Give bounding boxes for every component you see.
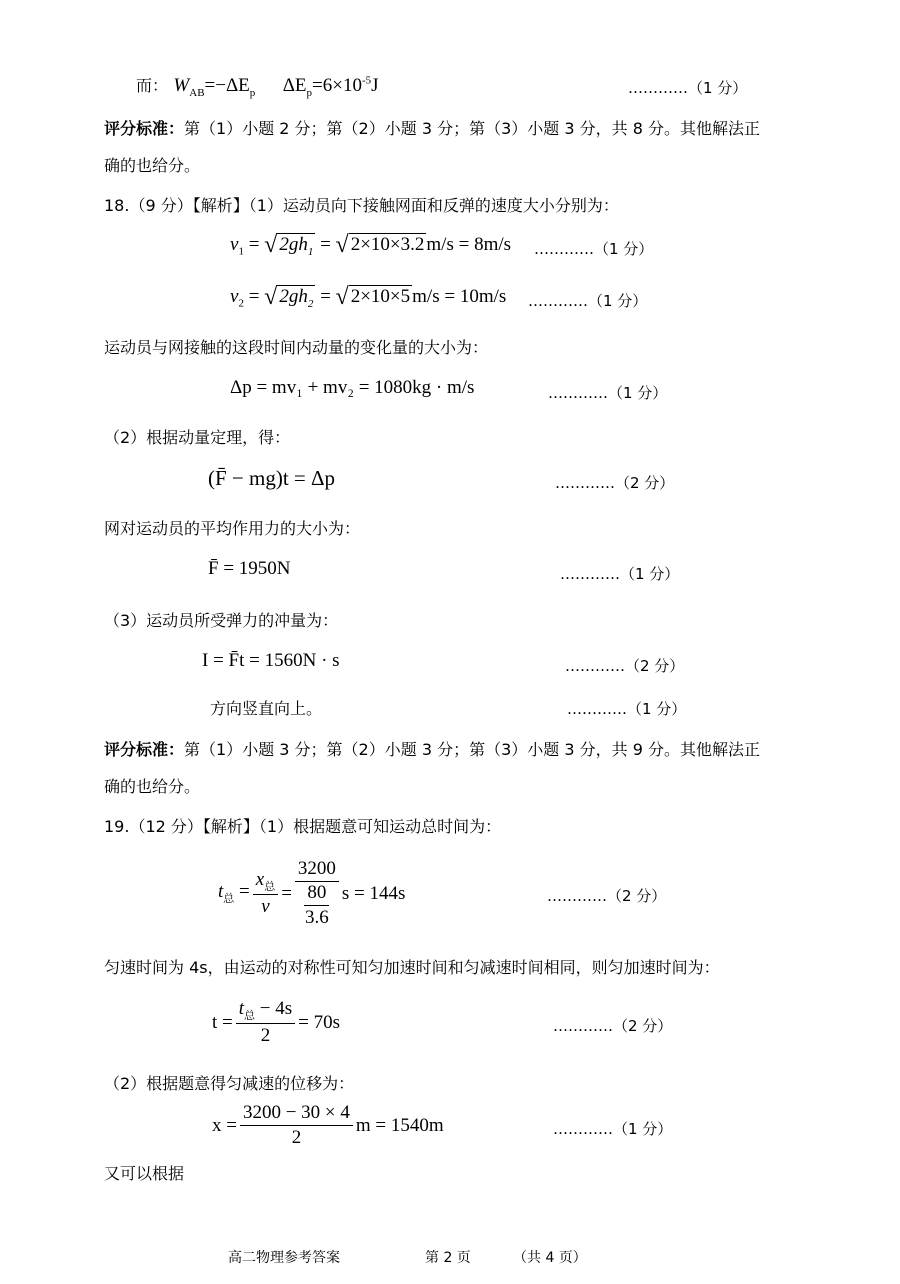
score-mark: …………（2 分） xyxy=(555,474,675,492)
grading-criteria-cont: 确的也给分。 xyxy=(104,156,201,175)
grading-criteria: 评分标准：第（1）小题 2 分；第（2）小题 3 分；第（3）小题 3 分，共 8 分。其他解法正 xyxy=(104,119,760,138)
impulse-result: I = F̄t = 1560N · s xyxy=(202,650,340,671)
velocity-v1-equation: $v_1$ = √ $2gh_1$ = √ 2×10×3.2 m/s = 8m/s xyxy=(230,232,512,258)
footer-total-pages: （共 4 页） xyxy=(513,1250,587,1266)
energy-equation-line xyxy=(136,73,379,99)
part3-heading: （3）运动员所受弹力的冲量为： xyxy=(104,611,339,630)
score-mark: …………（2 分） xyxy=(553,1017,673,1035)
work-energy-equation: $W_{AB}=-\Delta E_p$ xyxy=(173,75,256,99)
part2-heading-q19: （2）根据题意得匀减速的位移为： xyxy=(104,1074,355,1093)
score-mark: …………（1 分） xyxy=(528,292,648,310)
uniform-time-text: 匀速时间为 4s，由运动的对称性可知匀加速时间和匀减速时间相同，则匀加速时间为： xyxy=(104,958,720,977)
velocity-v2-equation: $v_2$ = √ $2gh_2$ = √ 2×10×5 m/s = 10m/s xyxy=(230,284,507,310)
continuation-text: 又可以根据 xyxy=(104,1164,185,1183)
score-mark: …………（1 分） xyxy=(534,240,654,258)
score-mark: …………（1 分） xyxy=(560,565,680,583)
score-mark: …………（2 分） xyxy=(547,887,667,905)
part2-heading: （2）根据动量定理，得： xyxy=(104,428,291,447)
direction-text: 方向竖直向上。 xyxy=(210,699,323,718)
intro-text: 而： xyxy=(136,76,169,95)
momentum-intro: 运动员与网接触的这段时间内动量的变化量的大小为： xyxy=(104,338,489,357)
footer-subject: 高二物理参考答案 xyxy=(228,1250,340,1266)
avg-force-intro: 网对运动员的平均作用力的大小为： xyxy=(104,519,361,538)
grading-criteria-cont: 确的也给分。 xyxy=(104,777,201,796)
avg-force-result: F̄ = 1950N xyxy=(208,558,291,579)
energy-change-value: $\Delta E_p=6\times 10^{-5}J$ xyxy=(282,74,379,99)
footer-page-number: 第 2 页 xyxy=(425,1250,471,1266)
q18-heading: 18.（9 分）【解析】（1）运动员向下接触网面和反弹的速度大小分别为： xyxy=(104,196,619,215)
score-mark: …………（1 分） xyxy=(553,1120,673,1138)
score-mark: …………（1 分） xyxy=(567,700,687,718)
impulse-theorem-equation: (F̄ − mg)t = Δp xyxy=(208,466,336,490)
score-mark: …………（2 分） xyxy=(565,657,685,675)
q19-heading: 19.（12 分）【解析】（1）根据题意可知运动总时间为： xyxy=(104,817,502,836)
grading-criteria: 评分标准：第（1）小题 3 分；第（2）小题 3 分；第（3）小题 3 分，共 9 分。其他解法正 xyxy=(104,740,760,759)
accel-time-equation: t = $\frac{t_总 - 4s}{2}$ = 70s xyxy=(212,998,340,1046)
displacement-equation: x = $\frac{3200 - 30 \times 4}{2}$ m = 1540m xyxy=(212,1102,444,1148)
momentum-change-equation: Δp = mv₁ + mv₂ = 1080kg · m/s xyxy=(230,377,475,398)
score-mark: …………（1 分） xyxy=(628,79,748,97)
score-mark: …………（1 分） xyxy=(548,384,668,402)
total-time-equation: $t_总$ = $\frac{x_总}{v}$ = $\frac{3200}{\frac{80}{3.6}}$ s = 144s xyxy=(218,858,406,928)
